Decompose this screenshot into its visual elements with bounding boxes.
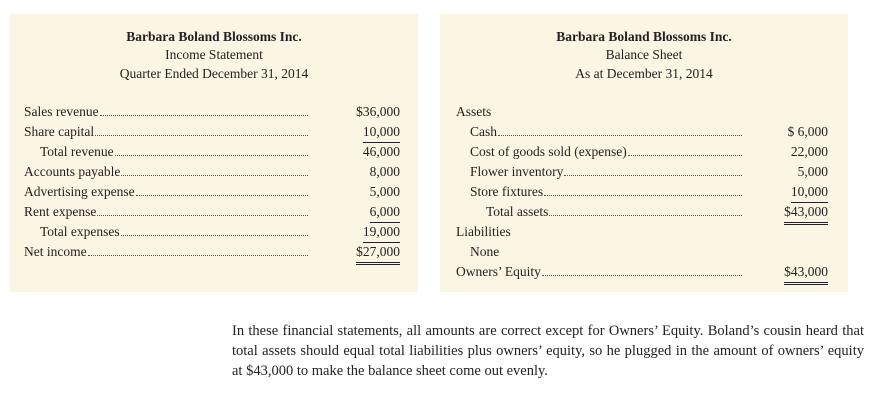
income-statement-title: Income Statement [165,47,263,62]
row-label: Store fixtures [470,184,544,199]
row-amount: $ 6,000 [787,124,828,139]
row-label: Cash [470,124,497,139]
row-amount: 46,000 [362,144,400,159]
owners-equity-row [456,262,828,282]
total-assets-row [486,202,828,222]
row-amount: $36,000 [356,104,400,119]
row-label: Cost of goods sold (expense) [470,144,627,159]
balance-company-name: Barbara Boland Blossoms Inc. [556,29,732,44]
row-label: Net income [24,244,87,259]
liabilities-heading: Liabilities [456,224,511,239]
income-period: Quarter Ended December 31, 2014 [119,66,309,81]
row-amount: 22,000 [790,144,828,159]
income-company-name: Barbara Boland Blossoms Inc. [126,29,302,44]
row-amount: $27,000 [356,242,400,265]
row-label: Sales revenue [24,104,99,119]
row-label: Flower inventory [470,164,564,179]
row-amount: $43,000 [784,262,828,285]
dot-leader [136,194,308,196]
row-amount: 10,000 [363,122,400,143]
explanation-paragraph: In these financial statements, all amounts are correct except for Owners’ Equity. Boland’s cousin heard that total assets should equal total liabilities plus owners’ equity, so he plugged in the amount of owners’ equity at $43,000 to make the balance sheet come out evenly. [232,323,864,379]
row-label: Owners’ Equity [456,264,541,279]
row-label: Accounts payable [24,164,121,179]
income-row-rent-expense [24,202,400,222]
income-row-sales-revenue [24,102,400,122]
row-amount: 5,000 [797,164,828,179]
dot-leader [121,234,308,236]
row-amount: 6,000 [370,202,400,223]
dot-leader [564,174,742,176]
income-row-total-expenses [40,222,400,242]
row-label: Share capital [24,124,95,139]
dot-leader [115,154,308,156]
dot-leader [100,114,308,116]
dot-leader [542,274,742,276]
balance-date: As at December 31, 2014 [575,66,713,81]
row-amount: 10,000 [791,182,828,203]
row-amount: $43,000 [784,202,828,225]
balance-sheet-panel [440,14,848,292]
row-label: Rent expense [24,204,97,219]
row-label: Total assets [486,204,549,219]
row-amount: 5,000 [369,184,400,199]
dot-leader [121,174,308,176]
dot-leader [97,214,308,216]
row-amount: 8,000 [369,164,400,179]
income-row-total-revenue [40,142,400,162]
row-label: Advertising expense [24,184,135,199]
dot-leader [88,254,308,256]
income-row-advertising-expense [24,182,400,202]
row-label: Total expenses [40,224,120,239]
balance-sheet-title: Balance Sheet [605,47,683,62]
row-amount: 19,000 [363,222,400,243]
asset-row-store-fixtures [470,182,828,202]
dot-leader [498,134,742,136]
dot-leader [95,134,308,136]
dot-leader [544,194,742,196]
dot-leader [628,154,742,156]
income-row-accounts-payable [24,162,400,182]
asset-row-cost-of-goods-sold [470,142,828,162]
income-row-net-income [24,242,400,262]
assets-heading: Assets [456,104,492,119]
income-statement-panel [10,14,418,292]
asset-row-flower-inventory [470,162,828,182]
asset-row-cash [470,122,828,142]
row-label: Total revenue [40,144,114,159]
income-row-share-capital [24,122,400,142]
dot-leader [549,214,742,216]
liabilities-none: None [470,244,500,259]
